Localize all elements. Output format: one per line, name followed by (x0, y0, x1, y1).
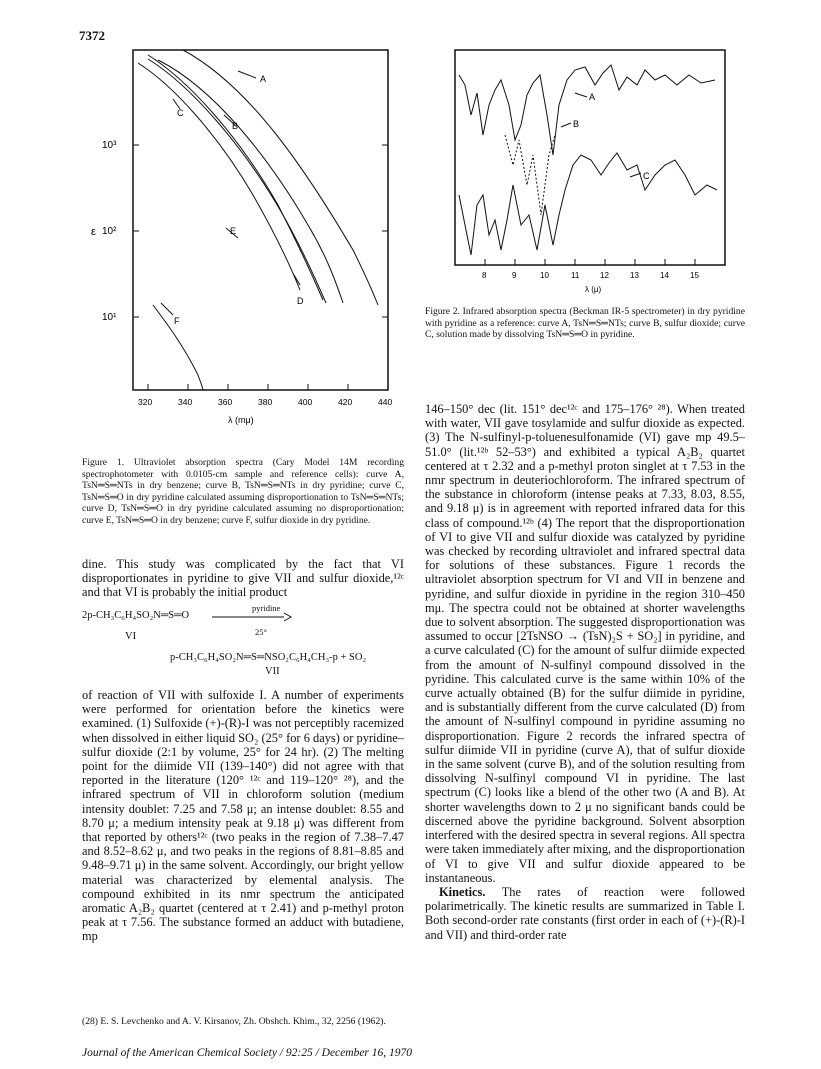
paragraph: 146–150° dec (lit. 151° dec¹²ᶜ and 175–176° ²⁸). When treated with water, VII gave tosylamide and sulfur dioxide as expected. (3) The N-sulfinyl-p-toluenesulfonamide (VI) gave mp 49.5–51.0° (lit.¹²ᵇ 52–53°) and exhibited a typical A₂B₂ quartet centered at τ 2.32 and a p-methyl proton singlet at τ 7.53 in the nmr spectrum in deuteriochloroform. The infrared spectrum of the substance in chloroform (intense peaks at 7.33, 8.03, 8.55, and 9.18 μ) is in agreement with reported infrared data for this class of compound.¹²ᵇ (4) The report that the disproportionation of VI to give VII and sulfur dioxide was catalyzed by pyridine was checked by recording ultraviolet and infrared spectral data for solutions of these substances. Figure 1 records the ultraviolet absorption spectrum for VI and VII in benzene and pyridine, and sulfur dioxide in pyridine in the region 310–450 mμ. The spectra could not be obtained at shorter wavelengths due to solvent absorption. The suggested disproportionation was assumed to occur [2TsNSO → (TsN)₂S + SO₂] in pyridine, and a curve calculated (C) for the amount of sulfur diimide expected from the amount of N-sulfinyl compound dissolved in the pyridine. This calculated curve is the same within 10% of the curve actually obtained (B) for the sulfur diimide in pyridine, and is substantially different from the curve calculated (D) from the amount of N-sulfinyl compound in pyridine assuming no disproportionation. Figure 2 records the infrared spectra of sulfur diimide VII in pyridine (curve A), that of sulfur dioxide in the same solvent (curve B), and of the solution resulting from dissolving N-sulfinyl compound VI in pyridine. The last spectrum (C) looks like a blend of the other two (A and B). At shorter wavelengths down to 2 μ no significant bands could be discerned above the pyridine background. Solvent absorption interfered with the desired spectra in several regions. All spectra were taken immediately after mixing, and the disproportionation of VI to give VII and sulfur dioxide appeared to be instantaneous. (425, 402, 745, 885)
footnote-28: (28) E. S. Levchenko and A. V. Kirsanov, Zh. Obshch. Khim., 32, 2256 (1962). (82, 1016, 386, 1027)
paragraph: dine. This study was complicated by the fact that VI disproportionates in pyridine to give VII and sulfur dioxide,¹²ᶜ and that VI is probably the initial product (82, 557, 404, 600)
fig2-label-a: A (589, 92, 596, 102)
fig1-curve-d (158, 60, 343, 303)
fig1-xtick: 320 (138, 397, 153, 407)
fig2-curve-a (459, 65, 715, 155)
left-column-paragraph-1 (82, 557, 404, 600)
fig2-xtick: 12 (600, 271, 609, 280)
fig1-xtick: 380 (258, 397, 273, 407)
fig1-label-c: C (177, 108, 184, 118)
scheme-arrow-top: pyridine (252, 603, 281, 613)
reaction-arrow (212, 611, 292, 623)
fig1-label-d: D (297, 296, 304, 306)
fig1-label-f: F (174, 316, 180, 326)
fig1-curve-b (148, 59, 326, 303)
figure-1-caption: Figure 1. Ultraviolet absorption spectra (Cary Model 14M recording spectrophotometer with 0.0105-cm sample and reference cells): curve A, TsN═S═NTs in dry benzene; curve B, TsN═S═NTs in dry pyridine; curve C, TsN═S═O in dry pyridine calculated assuming disproportionation to TsN═S═NTs; curve D, TsN═S═O in dry pyridine calculated assuming no disproportionation; curve E, TsN═S═O in dry benzene; curve F, sulfur dioxide in dry pyridine. (82, 457, 404, 526)
fig1-xtick: 420 (338, 397, 353, 407)
fig2-xtick: 15 (690, 271, 699, 280)
kinetics-heading: Kinetics. (439, 884, 486, 899)
paragraph-kinetics (425, 885, 745, 942)
page-number: 7372 (79, 28, 105, 43)
fig1-xtick: 440 (378, 397, 393, 407)
figure-2-caption: Figure 2. Infrared absorption spectra (Beckman IR-5 spectrometer) in dry pyridine with pyridine as a reference: curve A, TsN═S═NTs; curve B, sulfur dioxide; curve C, solution made by dissolving TsN═S═O in pyridine. (425, 306, 745, 340)
kinetics-text: The rates of reaction were followed polarimetrically. The kinetic results are summarized in Table I. Both second-order rate constants (first order in each of (+)-(R)-I and VII) and third-order rate (425, 884, 745, 942)
left-column-paragraph-2 (82, 688, 404, 944)
journal-footer: Journal of the American Chemical Society / 92:25 / December 16, 1970 (82, 1047, 413, 1059)
fig2-xtick: 11 (571, 271, 580, 280)
scheme-arrow-bottom: 25° (255, 627, 267, 637)
paragraph: of reaction of VII with sulfoxide I. A number of experiments were performed for orientation before the kinetics were examined. (1) Sulfoxide (+)-(R)-I was not perceptibly racemized when dissolved in either liquid SO₂ (25° for 6 days) or pyridine–sulfur dioxide (2:1 by volume, 25° for 24 hr). (2) The melting point for the diimide VII (139–140°) did not agree with that reported in the literature (120° ¹²ᶜ and 119–120° ²⁸), and the infrared spectrum of VII in chloroform solution (medium intensity doublet: 7.25 and 7.58 μ; an intense doublet: 8.55 and 8.70 μ; a medium intensity peak at 9.18 μ) was different from that reported by others¹²ᶜ (two peaks in the region of 7.38–7.47 and 8.52–8.62 μ, and two peaks in the regions of 8.81–8.85 and 9.48–9.71 μ) in the same solvent. Accordingly, our bright yellow material was characterized by elemental analysis. The compound exhibited in its nmr spectrum the anticipated aromatic A₂B₂ quartet (centered at τ 2.41) and p-methyl proton peak at τ 7.56. The substance formed an adduct with butadiene, mp (82, 688, 404, 944)
scheme-product: p-CH₃C₆H₄SO₂N═S═NSO₂C₆H₄CH₃-p + SO₂ (170, 652, 367, 663)
fig1-xtick: 400 (298, 397, 313, 407)
fig2-label-c: C (643, 171, 650, 181)
fig2-curve-b (505, 135, 555, 215)
figure-2-ir-spectra (445, 45, 735, 305)
fig2-xtick: 9 (512, 271, 517, 280)
fig1-xtick: 360 (218, 397, 233, 407)
fig2-xlabel: λ (μ) (585, 285, 602, 294)
fig1-ytick-10: 10¹ (102, 312, 117, 323)
fig2-curve-c (459, 153, 717, 255)
fig1-epsilon: ε (91, 226, 96, 238)
fig2-label-b: B (573, 119, 580, 129)
fig2-xtick: 8 (482, 271, 487, 280)
fig1-ytick-100: 10² (102, 226, 117, 237)
right-column (425, 402, 745, 942)
figure-1-uv-spectra (78, 45, 408, 445)
fig1-ytick-1000: 10³ (102, 140, 117, 151)
fig1-curve-a (183, 50, 378, 305)
scheme-label-vi: VI (125, 631, 137, 642)
fig2-xtick: 10 (540, 271, 549, 280)
fig1-label-e: E (230, 226, 237, 236)
fig1-xtick: 340 (178, 397, 193, 407)
fig2-xtick: 14 (660, 271, 669, 280)
fig1-label-b: B (232, 121, 239, 131)
fig1-xlabel: λ (mμ) (228, 415, 254, 425)
fig2-xtick: 13 (630, 271, 639, 280)
scheme-reactant: 2p-CH₃C₆H₄SO₂N═S═O (82, 610, 190, 621)
scheme-label-vii: VII (265, 666, 280, 677)
fig1-label-a: A (260, 74, 267, 84)
fig1-curve-e (138, 63, 300, 290)
